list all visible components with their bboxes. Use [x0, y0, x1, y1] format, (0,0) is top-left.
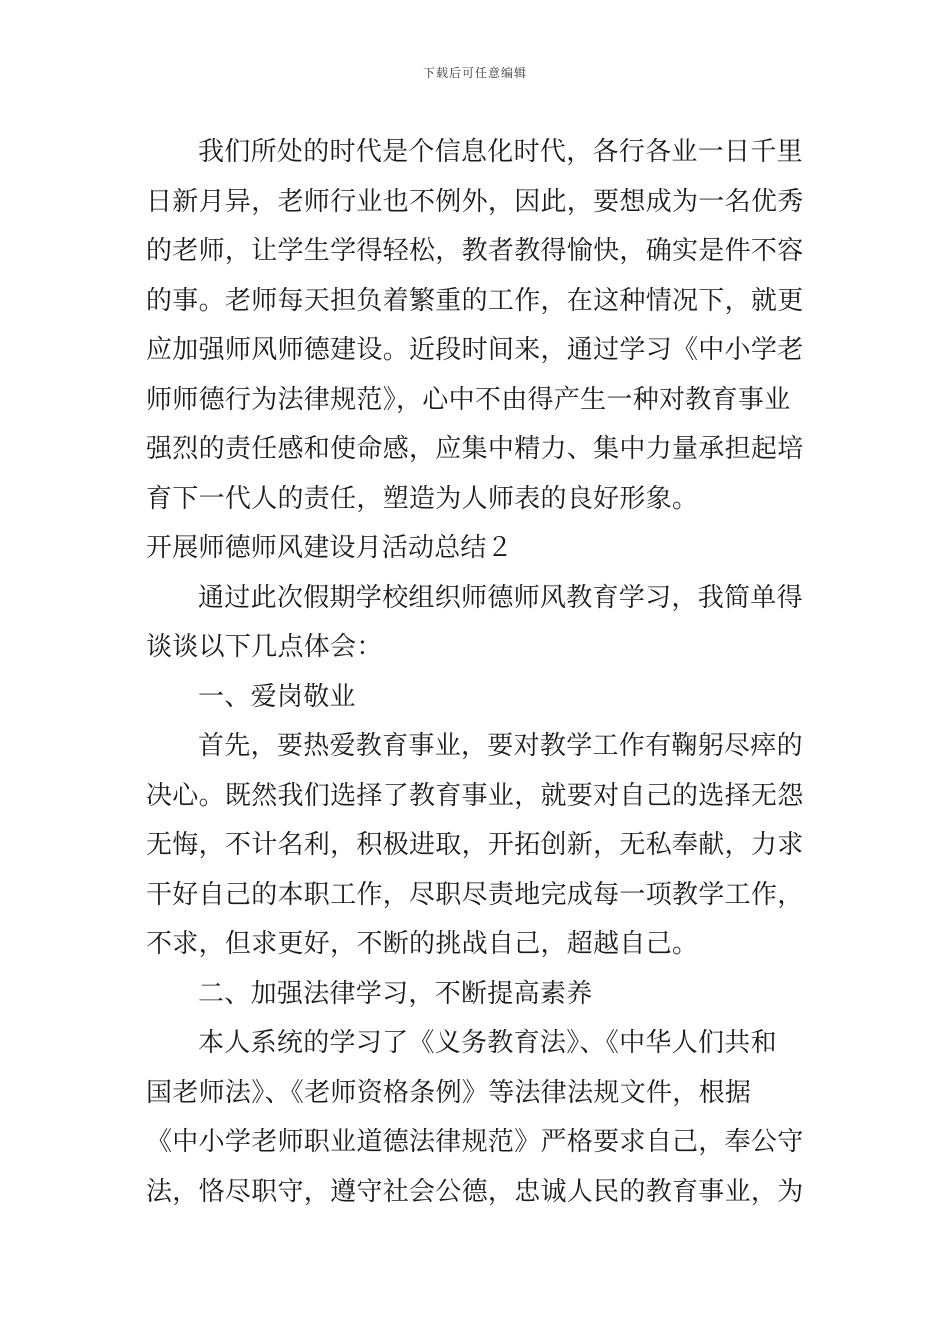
- paragraph-line: 无悔，不计名利，积极进取，开拓创新，无私奉献，力求: [146, 830, 804, 860]
- paragraph-line: 强烈的责任感和使命感，应集中精力、集中力量承担起培: [146, 434, 804, 464]
- paragraph-line: 师师德行为法律规范》，心中不由得产生一种对教育事业: [146, 384, 791, 415]
- paragraph-line: 本人系统的学习了《义务教育法》、《中华人们共和: [198, 1028, 777, 1058]
- paragraph-line: 应加强师风师德建设。近段时间来，通过学习《中小学老: [146, 335, 804, 365]
- paragraph-line: 法，恪尽职守，遵守社会公德，忠诚人民的教育事业，为: [146, 1176, 804, 1207]
- subheading: 一、爱岗敬业: [198, 681, 356, 712]
- paragraph-line: 干好自己的本职工作，尽职尽责地完成每一项教学工作，: [146, 879, 804, 910]
- header-note: 下载后可任意编辑: [422, 66, 527, 80]
- paragraph-line: 通过此次假期学校组织师德师风教育学习，我简单得: [198, 582, 803, 613]
- document-body: [146, 128, 808, 1217]
- paragraph-line: 《中小学老师职业道德法律规范》严格要求自己，奉公守: [146, 1127, 804, 1157]
- paragraph-line: 决心。既然我们选择了教育事业，就要对自己的选择无怨: [146, 780, 804, 811]
- paragraph-line: 日新月异，老师行业也不例外，因此，要想成为一名优秀: [146, 186, 804, 217]
- paragraph-line: 的老师，让学生学得轻松，教者教得愉快，确实是件不容: [146, 236, 804, 266]
- paragraph-line: 我们所处的时代是个信息化时代，各行各业一日千里: [198, 137, 803, 167]
- paragraph-line: 谈谈以下几点体会：: [146, 632, 383, 662]
- paragraph-line: 育下一代人的责任，塑造为人师表的良好形象。: [146, 483, 699, 514]
- subheading: 二、加强法律学习，不断提高素养: [198, 978, 593, 1009]
- paragraph-line: 首先，要热爱教育事业，要对教学工作有鞠躬尽瘁的: [198, 731, 803, 761]
- paragraph-line: 不求，但求更好，不断的挑战自己，超越自己。: [146, 929, 699, 959]
- section-title: 开展师德师风建设月活动总结２: [146, 533, 513, 563]
- paragraph-line: 的事。老师每天担负着繁重的工作，在这种情况下，就更: [146, 285, 804, 316]
- paragraph-line: 国老师法》、《老师资格条例》等法律法规文件，根据: [146, 1077, 752, 1108]
